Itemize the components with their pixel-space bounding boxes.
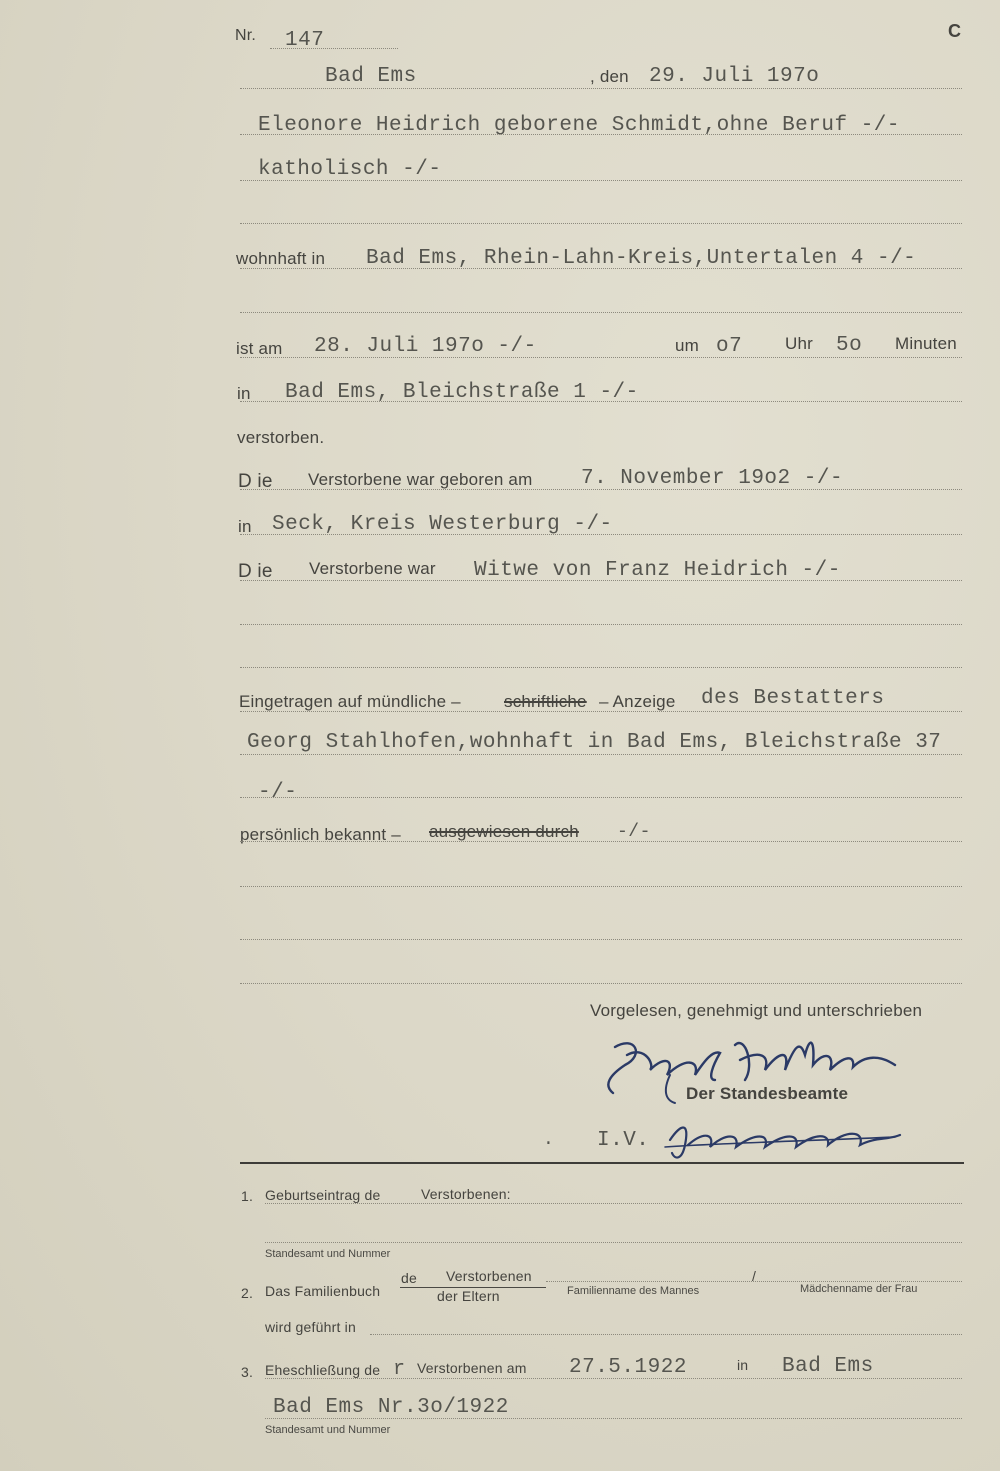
signature-registrar-icon xyxy=(660,1115,910,1165)
note-2-top-prefix: de xyxy=(401,1270,417,1286)
note-1-label-2: Verstorbenen: xyxy=(421,1186,511,1202)
identity-label: persönlich bekannt – xyxy=(240,825,401,844)
note-2-label: Das Familienbuch xyxy=(265,1283,381,1299)
birth-date-value: 7. November 19o2 -/- xyxy=(581,467,844,490)
report-label-a: Eingetragen auf mündliche – xyxy=(239,692,461,711)
minuten-label: Minuten xyxy=(895,334,957,353)
death-place-label: in xyxy=(237,384,251,403)
corner-letter: C xyxy=(948,21,962,41)
note-3-label: Eheschließung de xyxy=(265,1362,381,1378)
note-2-number: 2. xyxy=(241,1285,254,1301)
status-label: Verstorbene war xyxy=(309,559,436,578)
person-line-2: katholisch -/- xyxy=(258,158,442,181)
identity-value: -/- xyxy=(617,822,651,842)
report-label-b: – Anzeige xyxy=(599,692,676,711)
person-line-1: Eleonore Heidrich geborene Schmidt,ohne Beruf -/- xyxy=(258,114,901,137)
note-1-label: Geburtseintrag de xyxy=(265,1187,381,1203)
status-value: Witwe von Franz Heidrich -/- xyxy=(474,559,841,582)
residence-label: wohnhaft in xyxy=(236,249,326,268)
note-3-date: 27.5.1922 xyxy=(569,1356,687,1379)
note-3-r: r xyxy=(393,1358,406,1381)
residence-value: Bad Ems, Rhein-Lahn-Kreis,Untertalen 4 -/- xyxy=(366,247,917,270)
um-label: um xyxy=(675,336,700,355)
registrar-label: Der Standesbeamte xyxy=(686,1084,849,1103)
death-date-label: ist am xyxy=(236,339,283,358)
note-3-in: in xyxy=(737,1357,749,1373)
report-value-3: -/- xyxy=(258,781,298,804)
status-die: D ie xyxy=(238,561,273,582)
birth-place-label: in xyxy=(238,517,252,536)
note-3-number: 3. xyxy=(241,1364,254,1380)
nr-value: 147 xyxy=(285,29,325,52)
note-1-sub: Standesamt und Nummer xyxy=(265,1248,391,1260)
note-2-bottom: der Eltern xyxy=(437,1288,500,1304)
minutes-value: 5o xyxy=(836,334,863,357)
note-3-label-2: Verstorbenen am xyxy=(417,1360,527,1376)
note-3-registry: Bad Ems Nr.3o/1922 xyxy=(273,1396,509,1419)
nr-label: Nr. xyxy=(235,27,257,44)
note-2-slash: / xyxy=(752,1268,757,1284)
read-approved-text: Vorgelesen, genehmigt und unterschrieben xyxy=(590,1001,923,1020)
iv-dot: . xyxy=(543,1130,555,1150)
note-3-sub: Standesamt und Nummer xyxy=(265,1424,391,1436)
iv-label: I.V. xyxy=(597,1129,650,1152)
birth-die: D ie xyxy=(238,471,273,492)
birth-place-value: Seck, Kreis Westerburg -/- xyxy=(272,513,613,536)
verstorben-label: verstorben. xyxy=(237,428,325,447)
note-2-husband-label: Familienname des Mannes xyxy=(567,1285,700,1297)
report-value-1: des Bestatters xyxy=(701,687,885,710)
report-label-struck: schriftliche xyxy=(504,692,587,711)
note-3-place: Bad Ems xyxy=(782,1355,874,1378)
identity-struck: ausgewiesen durch xyxy=(429,822,579,841)
place-value: Bad Ems xyxy=(325,65,417,88)
death-place-value: Bad Ems, Bleichstraße 1 -/- xyxy=(285,381,639,404)
death-date-value: 28. Juli 197o -/- xyxy=(314,335,537,358)
note-2-wife-label: Mädchenname der Frau xyxy=(800,1283,918,1295)
report-value-2: Georg Stahlhofen,wohnhaft in Bad Ems, Bleichstraße 37 xyxy=(247,731,942,754)
uhr-label: Uhr xyxy=(785,334,813,353)
hour-value: o7 xyxy=(716,335,743,358)
date-value: 29. Juli 197o xyxy=(649,65,820,88)
note-1-number: 1. xyxy=(241,1188,254,1204)
note-2-label-2: wird geführt in xyxy=(265,1319,356,1335)
den-label: , den xyxy=(590,67,629,86)
birth-label: Verstorbene war geboren am xyxy=(308,470,533,489)
note-2-top: Verstorbenen xyxy=(446,1268,532,1284)
